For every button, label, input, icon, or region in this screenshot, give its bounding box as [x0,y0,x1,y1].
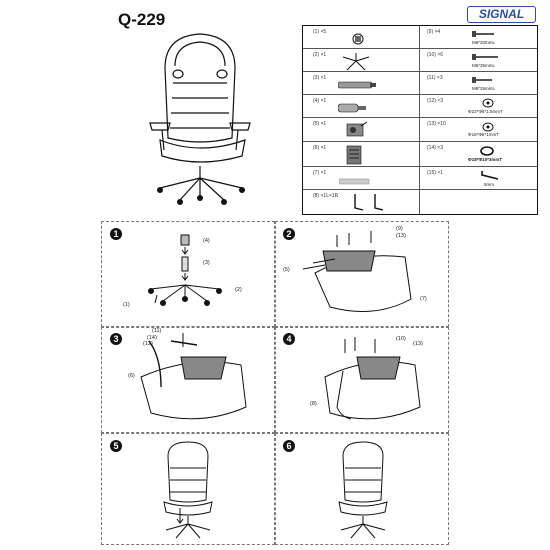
part-label: (9) ×4 [427,29,441,35]
callout-label: (5) [283,267,290,273]
part-label: (11) ×3 [427,75,443,81]
part-caption: Φ16*Φ6*1mmT [468,132,499,137]
part-label: (12) ×3 [427,98,443,104]
part-caption: Φ22*Φ8*1.5mmT [468,109,503,114]
part-caption: M6*20mmL [472,40,496,45]
part-label: (6) ×1 [313,145,327,151]
part-label: (5) ×1 [313,121,327,127]
step-6-illustration [315,438,415,544]
step-1-illustration [101,221,275,327]
part-cell [420,167,537,190]
step-5-illustration [140,438,240,544]
callout-label: (9) [396,226,403,232]
callout-label: (12) [143,341,153,347]
part-label: (4) ×1 [313,98,327,104]
part-label: (8) ×1L×1R [313,193,339,199]
callout-label: (14) [147,335,157,341]
part-cell [303,72,420,95]
part-cell [303,26,420,49]
part-cell [303,167,420,190]
part-cell [420,118,537,142]
step-number: 5 [110,440,122,452]
part-label: (1) ×5 [313,29,327,35]
part-caption: 5mm [484,182,494,187]
part-cell [303,118,420,142]
callout-label: (3) [203,260,210,266]
part-cell [303,49,420,72]
part-label: (7) ×1 [313,170,327,176]
step-number: 3 [110,333,122,345]
step-number: 2 [283,228,295,240]
part-cell [303,95,420,118]
callout-label: (11) [152,328,162,334]
brand-logo: SIGNAL [467,6,536,23]
callout-label: (13) [413,341,423,347]
callout-label: (2) [235,287,242,293]
step-3-illustration [101,327,275,433]
part-cell [420,190,537,214]
part-label: (10) ×6 [427,52,443,58]
callout-label: (13) [396,233,406,239]
part-cell [303,190,420,214]
callout-label: (1) [123,302,130,308]
callout-label: (10) [396,336,406,342]
part-label: (14) ×3 [427,145,443,151]
part-caption: M8*25mmL [472,86,496,91]
part-cell [420,72,537,95]
callout-label: (8) [310,401,317,407]
callout-label: (6) [128,373,135,379]
part-cell [303,142,420,167]
callout-label: (4) [203,238,210,244]
parts-list-table [302,25,538,215]
callout-label: (7) [420,296,427,302]
part-cell [420,26,537,49]
part-label: (2) ×1 [313,52,327,58]
step-2-illustration [275,221,449,327]
part-cell [420,142,537,167]
part-caption: Φ18*Φ10*3mmT [468,157,503,162]
part-caption: M6*35mmL [472,63,496,68]
chair-illustration-main [120,28,280,218]
part-label: (15) ×1 [427,170,443,176]
model-number: Q-229 [118,10,166,29]
part-label: (3) ×1 [313,75,327,81]
part-label: (13) ×10 [427,121,446,127]
part-cell [420,95,537,118]
step-number: 6 [283,440,295,452]
part-cell [420,49,537,72]
step-number: 4 [283,333,295,345]
step-number: 1 [110,228,122,240]
